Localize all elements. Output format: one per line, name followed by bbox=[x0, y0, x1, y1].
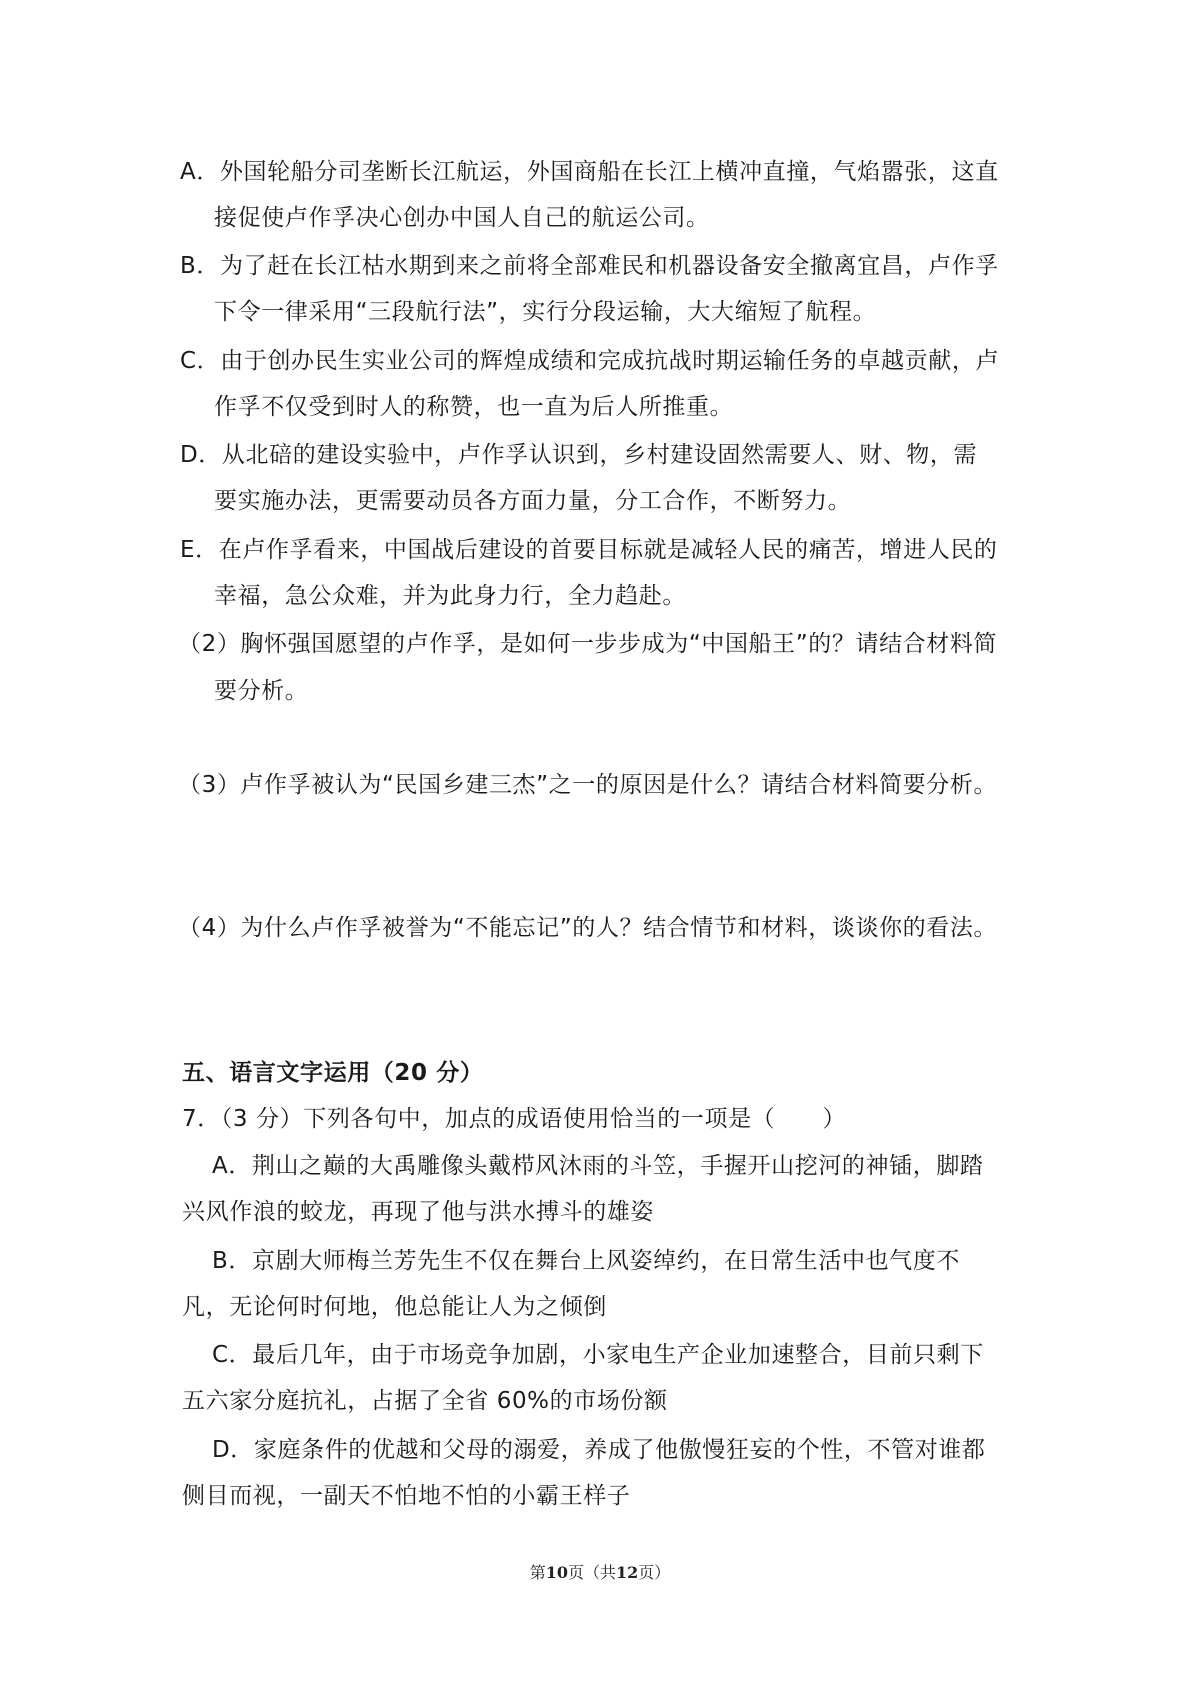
question-4: （4）为什么卢作孚被誉为“不能忘记”的人？结合情节和材料，谈谈你的看法。 bbox=[178, 915, 998, 941]
question-2-line2: 要分析。 bbox=[214, 678, 309, 704]
option-e-line2: 幸福，急公众难，并为此身力行，全力趋赴。 bbox=[214, 583, 686, 609]
option-b-line1: B．为了赶在长江枯水期到来之前将全部难民和机器设备安全撤离宜昌，卢作孚 bbox=[180, 253, 999, 279]
q7-option-a-line1: A．荆山之巅的大禹雕像头戴栉风沐雨的斗笠，手握开山挖河的神锸，脚踏 bbox=[212, 1153, 984, 1179]
q7-option-b-line2: 凡，无论何时何地，他总能让人为之倾倒 bbox=[182, 1294, 607, 1320]
footer-middle: 页（共 bbox=[567, 1563, 616, 1582]
option-a-line1: A．外国轮船分司垄断长江航运，外国商船在长江上横冲直撞，气焰嚣张，这直 bbox=[180, 159, 999, 185]
question-2-line1: （2）胸怀强国愿望的卢作孚，是如何一步步成为“中国船王”的？请结合材料简 bbox=[178, 631, 998, 657]
question-7: 7．（3 分）下列各句中，加点的成语使用恰当的一项是（ ） bbox=[182, 1106, 847, 1132]
option-c-line1: C．由于创办民生实业公司的辉煌成绩和完成抗战时期运输任务的卓越贡献，卢 bbox=[180, 348, 1000, 374]
q7-option-d-line2: 侧目而视，一副天不怕地不怕的小霸王样子 bbox=[182, 1483, 631, 1509]
option-d-line2: 要实施办法，更需要动员各方面力量，分工合作，不断努力。 bbox=[214, 488, 852, 514]
footer-total-pages: 12 bbox=[616, 1563, 639, 1582]
q7-option-a-line2: 兴风作浪的蛟龙，再现了他与洪水搏斗的雄姿 bbox=[182, 1199, 654, 1225]
section-5-heading: 五、语言文字运用（20 分） bbox=[182, 1060, 484, 1086]
q7-option-c-line1: C．最后几年，由于市场竞争加剧，小家电生产企业加速整合，目前只剩下 bbox=[212, 1342, 984, 1368]
option-c-line2: 作孚不仅受到时人的称赞，也一直为后人所推重。 bbox=[214, 394, 734, 420]
question-3: （3）卢作孚被认为“民国乡建三杰”之一的原因是什么？请结合材料简要分析。 bbox=[178, 772, 998, 798]
footer-suffix: 页） bbox=[638, 1563, 671, 1582]
q7-option-c-line2: 五六家分庭抗礼，占据了全省 60%的市场份额 bbox=[182, 1388, 668, 1414]
footer-prefix: 第 bbox=[529, 1563, 546, 1582]
option-e-line1: E．在卢作孚看来，中国战后建设的首要目标就是减轻人民的痛苦，增进人民的 bbox=[180, 537, 998, 563]
footer-page-number: 10 bbox=[545, 1563, 568, 1582]
q7-option-b-line1: B．京剧大师梅兰芳先生不仅在舞台上风姿绰约，在日常生活中也气度不 bbox=[212, 1248, 960, 1274]
option-a-line2: 接促使卢作孚决心创办中国人自己的航运公司。 bbox=[214, 205, 710, 231]
page-footer bbox=[0, 1562, 1200, 1584]
q7-option-d-line1: D．家庭条件的优越和父母的溺爱，养成了他傲慢狂妄的个性，不管对谁都 bbox=[212, 1437, 986, 1463]
option-b-line2: 下令一律采用“三段航行法”，实行分段运输，大大缩短了航程。 bbox=[214, 299, 877, 325]
option-d-line1: D．从北碚的建设实验中，卢作孚认识到，乡村建设固然需要人、财、物，需 bbox=[180, 442, 978, 468]
